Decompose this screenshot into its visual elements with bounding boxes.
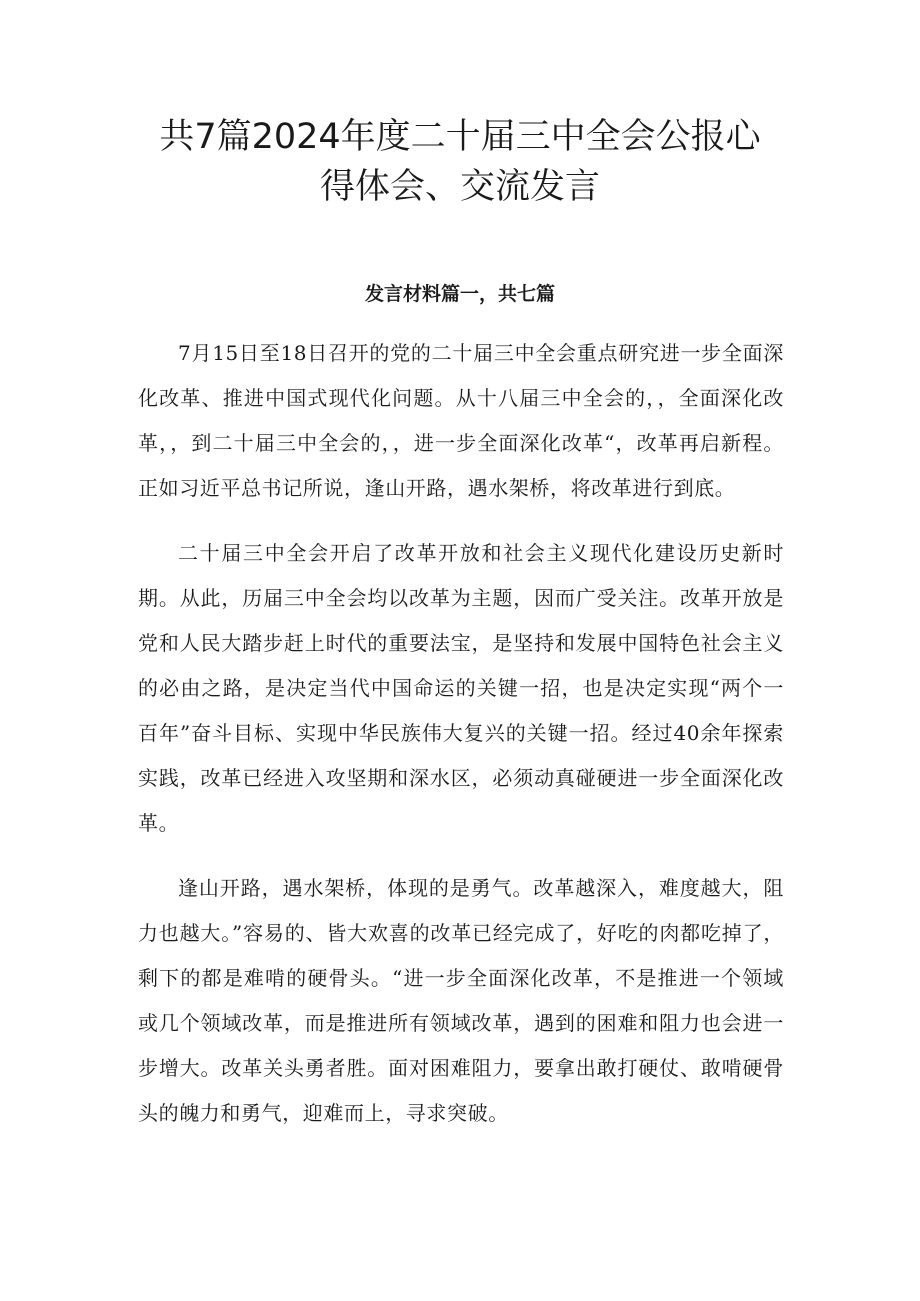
paragraph-3: 逢山开路，遇水架桥，体现的是勇气。改革越深入，难度越大，阻力也越大。”容易的、皆大欢喜的改革已经完成了，好吃的肉都吃掉了，剩下的都是难啃的硬骨头。“进一步全面深化改革，不是推进一个领域或几个领域改革，而是推进所有领域改革，遇到的困难和阻力也会进一步增大。改革关头勇者胜。面对困难阻力，要拿出敢打硬仗、敢啃硬骨头的魄力和勇气，迎难而上，寻求突破。 (138, 876, 784, 1125)
document-body (138, 331, 784, 1156)
paragraph-1: 7月15日至18日召开的党的二十届三中全会重点研究进一步全面深化改革、推进中国式现代化问题。从十八届三中全会的，，全面深化改革，，到二十届三中全会的，，进一步全面深化改革“，改革再启新程。正如习近平总书记所说，逢山开路，遇水架桥，将改革进行到底。 (138, 341, 784, 500)
document-title: 共7篇2024年度二十届三中全会公报心得体会、交流发言 (159, 117, 761, 207)
section-heading: 发言材料篇一，共七篇 (364, 283, 555, 305)
paragraph-2: 二十届三中全会开启了改革开放和社会主义现代化建设历史新时期。从此，历届三中全会均以改革为主题，因而广受关注。改革开放是党和人民大踏步赶上时代的重要法宝，是坚持和发展中国特色社会主义的必由之路，是决定当代中国命运的关键一招，也是决定实现“两个一百年”奋斗目标、实现中华民族伟大复兴的关键一招。经过40余年探索实践，改革已经进入攻坚期和深水区，必须动真碰硬进一步全面深化改革。 (138, 541, 784, 835)
